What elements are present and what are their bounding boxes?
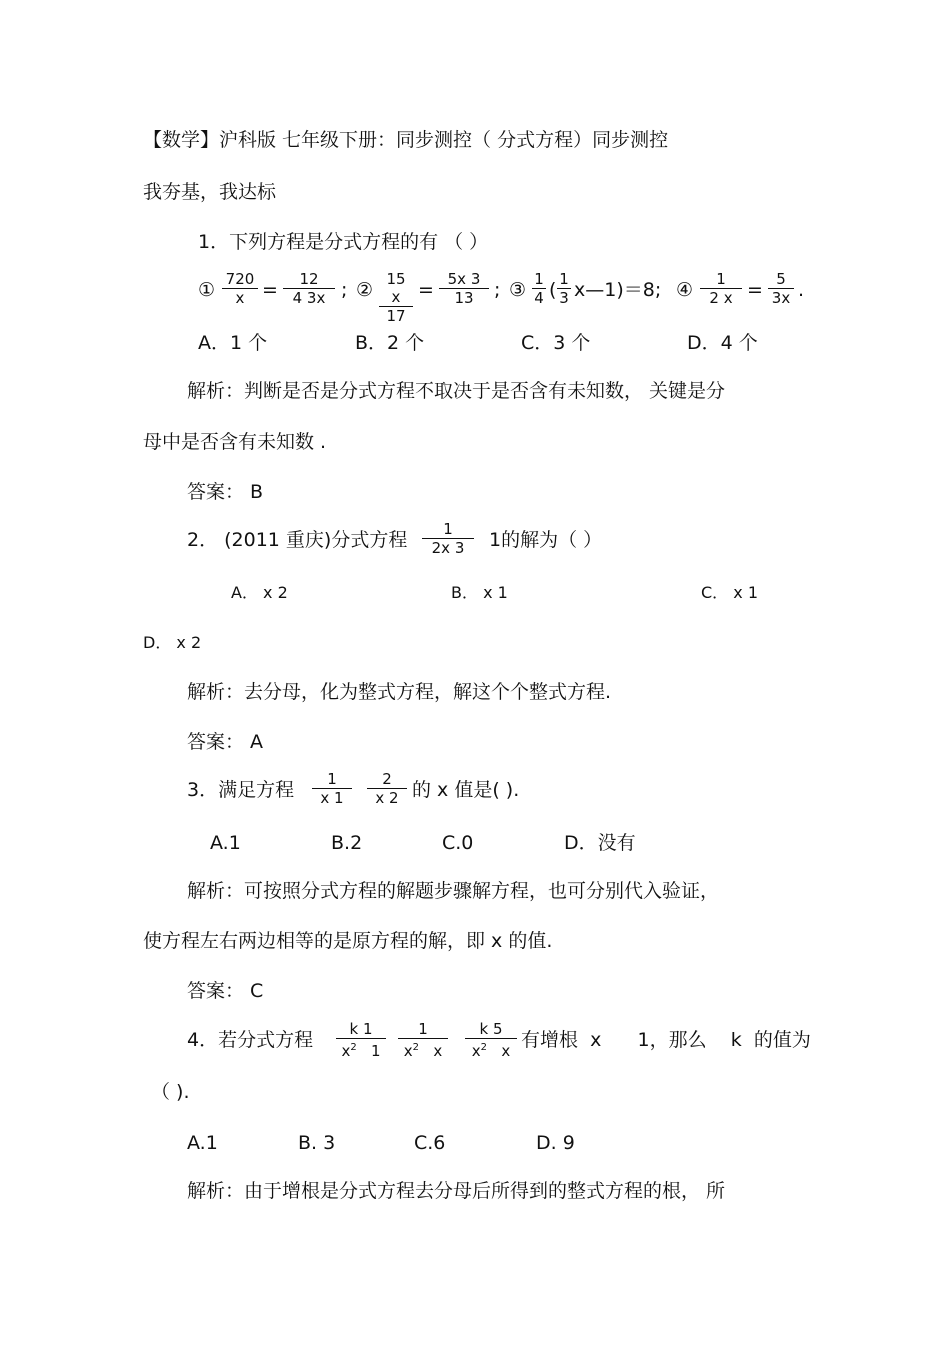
q4-stem-continued: （ ). [151, 1081, 190, 1103]
q1-circle-4: ④ [676, 279, 694, 301]
q3-answer: 答案： C [187, 980, 264, 1002]
q4-stem-pre: 4．若分式方程 [187, 1029, 314, 1051]
q1-frac-2b: 5x 3 13 [439, 270, 489, 307]
q1-eq3-tail: x—1)＝8; [574, 279, 662, 301]
q2-option-d: D． x 2 [143, 633, 202, 652]
q2-analysis: 解析：去分母，化为整式方程，解这个个整式方程. [187, 681, 612, 703]
q1-frac-4b: 5 3x [768, 270, 794, 307]
q1-period: . [798, 279, 805, 301]
q1-answer: 答案： B [187, 481, 264, 503]
q1-frac-1b: 12 4 3x [283, 270, 335, 307]
q2-option-b: B． x 1 [451, 583, 508, 602]
q4-fraction-1: k 1 $x^2$ 1 [336, 1020, 386, 1060]
q1-option-d: D．4 个 [687, 332, 758, 354]
q2-answer: 答案： A [187, 731, 264, 753]
q1-analysis-line2: 母中是否含有未知数 . [143, 431, 327, 453]
q1-equals-2: = [418, 279, 434, 301]
q1-semicolon-2: ; [494, 279, 501, 301]
q4-fraction-3: k 5 $x^2$ x [465, 1020, 517, 1060]
q2-option-a: A． x 2 [231, 583, 288, 602]
q1-equals-1: = [262, 279, 278, 301]
q1-analysis-line1: 解析：判断是否是分式方程不取决于是否含有未知数， 关键是分 [187, 380, 726, 402]
q1-circle-1: ① [198, 279, 216, 301]
page-title: 【数学】沪科版 七年级下册：同步测控（ 分式方程）同步测控 [143, 129, 669, 151]
q1-option-a: A．1 个 [198, 332, 268, 354]
q1-option-c: C．3 个 [521, 332, 591, 354]
q3-option-d: D．没有 [564, 832, 636, 854]
q2-fraction: 1 2x 3 [422, 520, 474, 557]
q3-option-c: C.0 [442, 832, 474, 854]
q4-option-d: D. 9 [536, 1132, 575, 1154]
q1-frac-1a: 720 x [222, 270, 258, 307]
q1-frac-3a: 1 4 [532, 270, 546, 307]
q1-circle-3: ③ [509, 279, 527, 301]
q1-frac-2a: 15 x 17 [379, 270, 413, 325]
q3-option-a: A.1 [210, 832, 241, 854]
q4-analysis: 解析：由于增根是分式方程去分母后所得到的整式方程的根， 所 [187, 1180, 726, 1202]
q1-frac-4a: 1 2 x [700, 270, 742, 307]
q3-fraction-2: 2 x 2 [367, 770, 407, 807]
q1-semicolon-1: ; [341, 279, 348, 301]
q1-option-b: B．2 个 [355, 332, 425, 354]
q3-analysis-line2: 使方程左右两边相等的是原方程的解，即 x 的值. [143, 930, 553, 952]
q1-stem: 1．下列方程是分式方程的有 （ ） [198, 231, 489, 253]
q1-frac-3b: 1 3 [557, 270, 571, 307]
q3-fraction-1: 1 x 1 [312, 770, 352, 807]
section-heading: 我夯基，我达标 [143, 181, 277, 203]
q3-analysis-line1: 解析：可按照分式方程的解题步骤解方程，也可分别代入验证， [187, 880, 720, 902]
q1-equals-4: = [747, 279, 763, 301]
q4-option-c: C.6 [414, 1132, 446, 1154]
q3-stem-pre: 3．满足方程 [187, 779, 295, 801]
q3-stem-post: 的 x 值是( ). [412, 779, 520, 801]
q4-fraction-2: 1 $x^2$ x [398, 1020, 448, 1060]
q4-option-b: B. 3 [298, 1132, 336, 1154]
q4-stem-post: 有增根 x 1，那么 k 的值为 [521, 1029, 811, 1051]
q1-paren: ( [549, 279, 557, 301]
q1-circle-2: ② [356, 279, 374, 301]
q4-option-a: A.1 [187, 1132, 218, 1154]
q2-stem-post: 1的解为（ ） [489, 529, 603, 551]
q2-stem-pre: 2． (2011 重庆)分式方程 [187, 529, 408, 551]
q3-option-b: B.2 [331, 832, 363, 854]
q2-option-c: C． x 1 [701, 583, 758, 602]
